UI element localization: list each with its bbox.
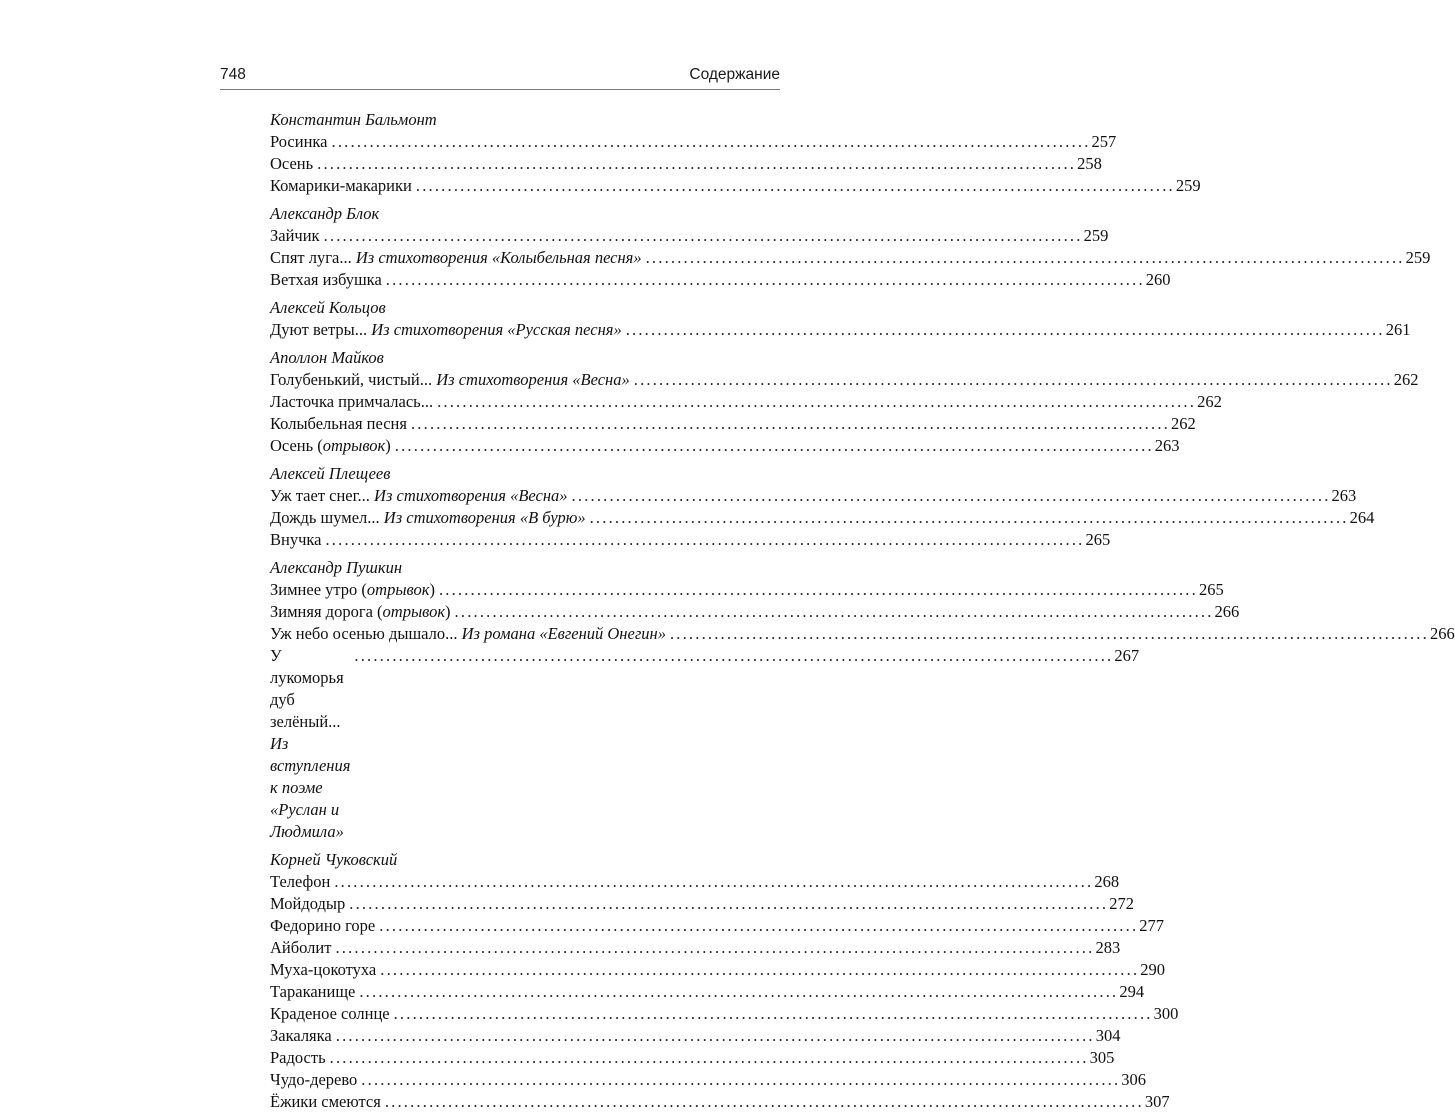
entry-title: Муха-цокотуха bbox=[270, 960, 377, 979]
dot-leader: ........................................................................................................................ bbox=[349, 894, 1109, 913]
entry-title: Комарики-макарики bbox=[270, 176, 412, 195]
page-ref: 263 bbox=[1154, 436, 1180, 455]
dot-leader: ........................................................................................................................ bbox=[415, 176, 1175, 195]
entry-title: У лукоморья дуб зелёный... bbox=[270, 646, 344, 731]
entry-note: Из стихотворения «Колыбельная песня» bbox=[355, 248, 642, 267]
author-heading: Корней Чуковский bbox=[270, 850, 398, 869]
author-heading: Алексей Кольцов bbox=[270, 298, 386, 317]
page-ref: 259 bbox=[1083, 226, 1109, 245]
entry-label bbox=[270, 893, 345, 915]
page-number: 748 bbox=[220, 66, 246, 83]
entry-label bbox=[270, 247, 642, 269]
toc-section bbox=[270, 203, 1431, 291]
entry-label bbox=[270, 435, 391, 457]
toc-entry bbox=[270, 247, 1431, 269]
page-ref: 272 bbox=[1109, 894, 1134, 913]
entry-label bbox=[270, 959, 376, 981]
entry-label bbox=[270, 391, 433, 413]
entry-label bbox=[270, 485, 568, 507]
author-heading: Александр Блок bbox=[270, 204, 380, 223]
page-ref: 300 bbox=[1153, 1004, 1179, 1023]
entry-label bbox=[270, 1047, 326, 1069]
entry-title: Осень bbox=[270, 154, 314, 173]
author-heading: Константин Бальмонт bbox=[270, 110, 437, 129]
page-header bbox=[220, 63, 780, 90]
page-ref: 266 bbox=[1214, 602, 1240, 621]
page-ref: 258 bbox=[1077, 154, 1102, 173]
toc-entry bbox=[270, 981, 1145, 1003]
entry-label bbox=[270, 645, 350, 843]
toc-section bbox=[270, 297, 1411, 341]
entry-title-end: ) bbox=[385, 436, 391, 455]
page-ref: 262 bbox=[1197, 392, 1222, 411]
entry-title: Радость bbox=[270, 1048, 326, 1067]
toc-entry bbox=[270, 391, 1222, 413]
table-of-contents bbox=[270, 109, 1455, 1119]
entry-label bbox=[270, 1003, 390, 1025]
entry-label bbox=[270, 131, 328, 153]
page-ref: 307 bbox=[1144, 1092, 1170, 1111]
author-heading: Александр Пушкин bbox=[270, 558, 402, 577]
entry-title: Ветхая избушка bbox=[270, 270, 382, 289]
entry-title: Зайчик bbox=[270, 226, 320, 245]
toc-entry bbox=[270, 175, 1201, 197]
entry-title: Ёжики смеются bbox=[270, 1092, 381, 1111]
page-ref: 277 bbox=[1139, 916, 1165, 935]
entry-title: Закаляка bbox=[270, 1026, 332, 1045]
dot-leader: ........................................................................................................................ bbox=[394, 436, 1154, 455]
entry-label bbox=[270, 871, 330, 893]
dot-leader: ........................................................................................................................ bbox=[354, 646, 1114, 665]
entry-title: Федорино горе bbox=[270, 916, 376, 935]
toc-entry bbox=[270, 529, 1111, 551]
page-ref: 259 bbox=[1405, 248, 1431, 267]
entry-title: Тараканище bbox=[270, 982, 356, 1001]
toc-entry bbox=[270, 1047, 1115, 1069]
entry-label bbox=[270, 269, 382, 291]
toc-entry bbox=[270, 413, 1196, 435]
entry-title: Зимнее утро ( bbox=[270, 580, 367, 599]
entry-title: Росинка bbox=[270, 132, 328, 151]
entry-title-italic: отрывок bbox=[322, 436, 386, 455]
entry-label bbox=[270, 369, 630, 391]
entry-label bbox=[270, 153, 313, 175]
page-ref: 267 bbox=[1114, 646, 1140, 665]
entry-note: Из стихотворения «В бурю» bbox=[383, 508, 586, 527]
entry-title: Уж небо осенью дышало... bbox=[270, 624, 458, 643]
toc-entry bbox=[270, 959, 1166, 981]
page-ref: 306 bbox=[1121, 1070, 1147, 1089]
dot-leader: ........................................................................................................................ bbox=[325, 530, 1085, 549]
entry-title: Айболит bbox=[270, 938, 332, 957]
entry-title-end: ) bbox=[445, 602, 451, 621]
entry-title: Дуют ветры... bbox=[270, 320, 368, 339]
toc-entry bbox=[270, 269, 1171, 291]
entry-label bbox=[270, 1025, 332, 1047]
page-ref: 265 bbox=[1198, 580, 1224, 599]
toc-entry bbox=[270, 1091, 1170, 1113]
toc-entry bbox=[270, 893, 1134, 915]
dot-leader: ........................................................................................................................ bbox=[438, 580, 1198, 599]
page-ref: 268 bbox=[1094, 872, 1120, 891]
dot-leader: ........................................................................................................................ bbox=[329, 1048, 1089, 1067]
dot-leader: ........................................................................................................................ bbox=[633, 370, 1393, 389]
author-heading: Алексей Плещеев bbox=[270, 464, 391, 483]
entry-note-continuation: к поэме «Руслан и Людмила» bbox=[270, 778, 344, 841]
entry-label bbox=[270, 579, 435, 601]
toc-entry bbox=[270, 937, 1121, 959]
toc-entry bbox=[270, 915, 1165, 937]
dot-leader: ........................................................................................................................ bbox=[380, 960, 1140, 979]
entry-title: Спят луга... bbox=[270, 248, 352, 267]
entry-label bbox=[270, 319, 622, 341]
entry-title: Краденое солнце bbox=[270, 1004, 390, 1023]
page-ref: 259 bbox=[1175, 176, 1201, 195]
toc-entry bbox=[270, 319, 1411, 341]
toc-entry bbox=[270, 601, 1240, 623]
toc-entry bbox=[270, 507, 1375, 529]
toc-entry bbox=[270, 369, 1419, 391]
entry-title-italic: отрывок bbox=[366, 580, 430, 599]
dot-leader: ........................................................................................................................ bbox=[437, 392, 1197, 411]
dot-leader: ........................................................................................................................ bbox=[669, 624, 1429, 643]
toc-entry bbox=[270, 1025, 1121, 1047]
dot-leader: ........................................................................................................................ bbox=[645, 248, 1405, 267]
dot-leader: ........................................................................................................................ bbox=[393, 1004, 1153, 1023]
page-ref: 305 bbox=[1089, 1048, 1115, 1067]
entry-label bbox=[270, 413, 407, 435]
entry-label bbox=[270, 937, 331, 959]
author-heading: Аполлон Майков bbox=[270, 348, 384, 367]
page-ref: 257 bbox=[1091, 132, 1117, 151]
dot-leader: ........................................................................................................................ bbox=[571, 486, 1331, 505]
dot-leader: ........................................................................................................................ bbox=[385, 270, 1145, 289]
entry-label bbox=[270, 175, 412, 197]
entry-label bbox=[270, 1069, 357, 1091]
toc-entry bbox=[270, 485, 1357, 507]
entry-title: Мойдодыр bbox=[270, 894, 346, 913]
entry-note: Из стихотворения «Русская песня» bbox=[371, 320, 622, 339]
page-ref: 304 bbox=[1095, 1026, 1121, 1045]
page-ref: 266 bbox=[1429, 624, 1455, 643]
toc-section bbox=[270, 347, 1419, 457]
entry-title: Дождь шумел... bbox=[270, 508, 380, 527]
page-ref: 263 bbox=[1331, 486, 1357, 505]
page-ref: 265 bbox=[1085, 530, 1111, 549]
dot-leader: ........................................................................................................................ bbox=[361, 1070, 1121, 1089]
page-ref: 260 bbox=[1145, 270, 1171, 289]
entry-title: Внучка bbox=[270, 530, 322, 549]
page-ref: 283 bbox=[1095, 938, 1121, 957]
entry-title-italic: отрывок bbox=[382, 602, 446, 621]
toc-section bbox=[270, 849, 1179, 1113]
toc-entry bbox=[270, 225, 1109, 247]
entry-title-end: ) bbox=[429, 580, 435, 599]
page-ref: 264 bbox=[1349, 508, 1375, 527]
toc-section bbox=[270, 463, 1375, 551]
entry-note: Из стихотворения «Весна» bbox=[374, 486, 568, 505]
dot-leader: ........................................................................................................................ bbox=[331, 132, 1091, 151]
entry-note: Из романа «Евгений Онегин» bbox=[461, 624, 666, 643]
entry-title: Колыбельная песня bbox=[270, 414, 407, 433]
dot-leader: ........................................................................................................................ bbox=[454, 602, 1214, 621]
entry-title: Уж тает снег... bbox=[270, 486, 370, 505]
entry-label bbox=[270, 1091, 381, 1113]
page-ref: 294 bbox=[1119, 982, 1145, 1001]
dot-leader: ........................................................................................................................ bbox=[384, 1092, 1144, 1111]
entry-title: Телефон bbox=[270, 872, 331, 891]
dot-leader: ........................................................................................................................ bbox=[335, 1026, 1095, 1045]
entry-note: Из стихотворения «Весна» bbox=[436, 370, 630, 389]
toc-entry bbox=[270, 579, 1224, 601]
toc-entry bbox=[270, 1003, 1179, 1025]
entry-label bbox=[270, 981, 355, 1003]
entry-title: Зимняя дорога ( bbox=[270, 602, 383, 621]
page-ref: 262 bbox=[1393, 370, 1419, 389]
entry-title: Голубенький, чистый... bbox=[270, 370, 433, 389]
page-ref: 262 bbox=[1170, 414, 1196, 433]
entry-label bbox=[270, 623, 666, 645]
dot-leader: ........................................................................................................................ bbox=[410, 414, 1170, 433]
entry-label bbox=[270, 601, 451, 623]
entry-title: Осень ( bbox=[270, 436, 323, 455]
toc-entry bbox=[270, 645, 1140, 843]
dot-leader: ........................................................................................................................ bbox=[317, 154, 1077, 173]
entry-title: Ласточка примчалась... bbox=[270, 392, 434, 411]
dot-leader: ........................................................................................................................ bbox=[625, 320, 1385, 339]
toc-entry bbox=[270, 871, 1120, 893]
dot-leader: ........................................................................................................................ bbox=[589, 508, 1349, 527]
dot-leader: ........................................................................................................................ bbox=[359, 982, 1119, 1001]
entry-label bbox=[270, 915, 375, 937]
entry-label bbox=[270, 225, 320, 247]
entry-title: Чудо-дерево bbox=[270, 1070, 358, 1089]
dot-leader: ........................................................................................................................ bbox=[335, 938, 1095, 957]
entry-label bbox=[270, 529, 321, 551]
toc-entry bbox=[270, 153, 1102, 175]
running-title: Содержание bbox=[689, 66, 780, 83]
entry-note: Из вступления bbox=[270, 734, 351, 775]
page-ref: 261 bbox=[1385, 320, 1411, 339]
toc-section bbox=[270, 557, 1455, 843]
page-ref: 290 bbox=[1140, 960, 1166, 979]
toc-entry bbox=[270, 623, 1455, 645]
toc-section bbox=[270, 109, 1201, 197]
dot-leader: ........................................................................................................................ bbox=[334, 872, 1094, 891]
toc-entry bbox=[270, 1069, 1147, 1091]
entry-label bbox=[270, 507, 586, 529]
toc-entry bbox=[270, 435, 1180, 457]
dot-leader: ........................................................................................................................ bbox=[379, 916, 1139, 935]
toc-entry bbox=[270, 131, 1117, 153]
dot-leader: ........................................................................................................................ bbox=[323, 226, 1083, 245]
